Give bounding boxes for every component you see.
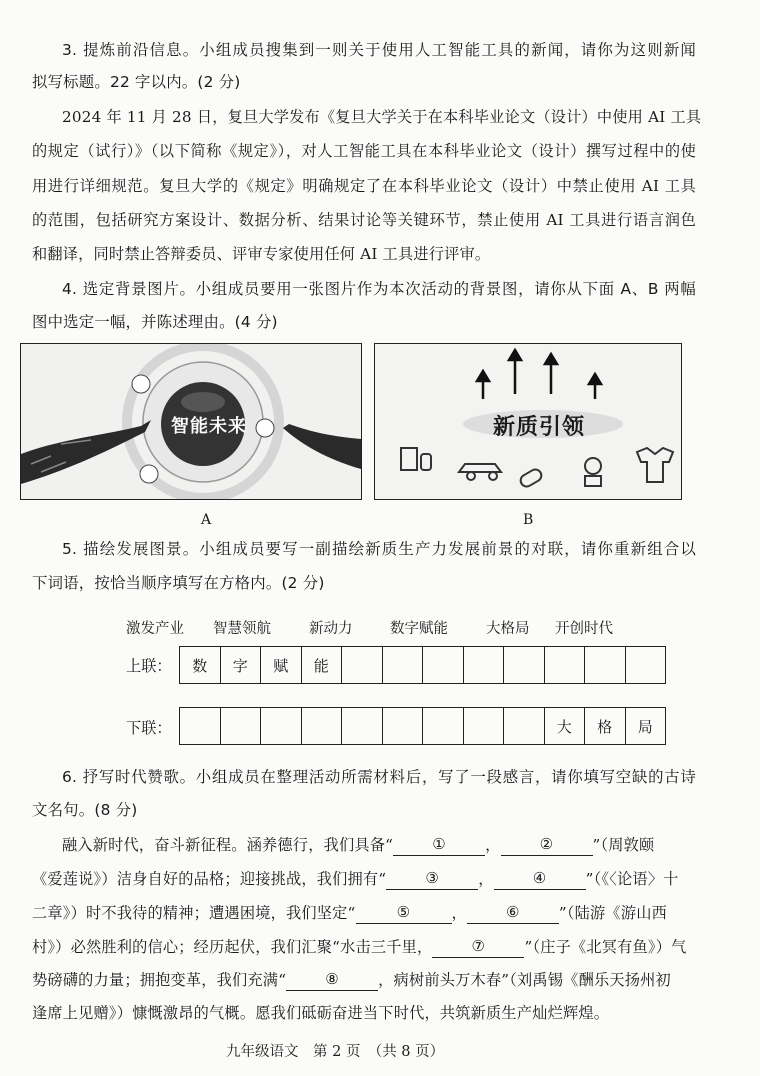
upper-cell-9[interactable]: [504, 647, 545, 683]
upper-cell-11[interactable]: [585, 647, 626, 683]
lower-cell-6[interactable]: [383, 708, 424, 744]
lower-couplet-grid: [179, 707, 666, 745]
image-a: [20, 343, 362, 500]
lower-cell-12[interactable]: 局: [637, 717, 653, 736]
upper-cell-4[interactable]: 能: [302, 647, 343, 683]
lower-cell-2[interactable]: [221, 708, 262, 744]
lower-cell-1[interactable]: [180, 708, 221, 744]
lower-cell-7[interactable]: [423, 708, 464, 744]
blank-5[interactable]: ⑤: [356, 903, 452, 924]
lower-cell-3[interactable]: [261, 708, 302, 744]
upper-cell-2[interactable]: 字: [221, 647, 262, 683]
q6-text: 融入新时代，奋斗新征程。涵养德行，我们具备“: [62, 836, 394, 854]
upper-cell-7[interactable]: [423, 647, 464, 683]
lower-cell-11[interactable]: 格: [585, 708, 626, 744]
page-footer: 九年级语文 第 2 页 （共 8 页）: [226, 1044, 445, 1060]
upper-cell-1[interactable]: 数: [180, 647, 221, 683]
upper-cell-6[interactable]: [383, 647, 424, 683]
q6-paragraph-line-5: 势磅礴的力量；拥抱变革，我们充满“ ⑧ ，病树前头万木春”（刘禹锡《酬乐天扬州初: [32, 970, 671, 989]
q3-news-line-2: 的规定（试行）》（以下简称《规定》），对人工智能工具在本科毕业论文（设计）撰写过程中的使: [32, 142, 696, 160]
lower-cell-5[interactable]: [342, 708, 383, 744]
upper-cell-5[interactable]: [342, 647, 383, 683]
q5-word-6: 开创时代: [555, 621, 613, 637]
blank-3[interactable]: ③: [386, 869, 478, 890]
upper-cell-12[interactable]: [626, 647, 666, 683]
lower-cell-8[interactable]: [464, 708, 505, 744]
blank-4[interactable]: ④: [494, 869, 586, 890]
upper-couplet-label: 上联：: [126, 657, 172, 675]
q5-word-4: 数字赋能: [390, 621, 448, 637]
image-b: [374, 343, 682, 500]
q3-news-line-3: 用进行详细规范。复旦大学的《规定》明确规定了在本科毕业论文（设计）中禁止使用 AI 工具: [32, 177, 696, 195]
q6-heading-line2: 文名句。(8 分): [32, 801, 138, 819]
q6-paragraph-line-3: 二章》）时不我待的精神；遭遇困境，我们坚定“ ⑤ ， ⑥ ”（陆游《游山西: [32, 903, 667, 922]
lower-cell-4[interactable]: [302, 708, 343, 744]
upper-couplet-grid: [179, 646, 666, 684]
lower-couplet-label: 下联：: [126, 719, 172, 737]
q6-heading-line1: 6. 抒写时代赞歌。小组成员在整理活动所需材料后，写了一段感言，请你填写空缺的古诗: [62, 768, 696, 786]
lower-cell-9[interactable]: [504, 708, 545, 744]
q6-paragraph-line-4: 村》）必然胜利的信心；经历起伏，我们汇聚“水击三千里， ⑦ ”（庄子《北冥有鱼》）气: [32, 937, 687, 956]
image-a-title: 智能未来: [171, 416, 247, 437]
q6-paragraph-line-1: 融入新时代，奋斗新征程。涵养德行，我们具备“ ① ， ② ”（周敦颐: [62, 835, 655, 854]
q5-heading-line2: 下词语，按恰当顺序填写在方格内。(2 分): [32, 574, 325, 592]
image-a-caption: A: [201, 512, 212, 528]
q3-news-line-5: 和翻译，同时禁止答辩委员、评审专家使用任何 AI 工具进行评审。: [32, 245, 491, 263]
q5-heading-line1: 5. 描绘发展图景。小组成员要写一副描绘新质生产力发展前景的对联，请你重新组合以: [62, 540, 696, 558]
q5-word-5: 大格局: [486, 621, 530, 637]
q3-news-line-1: 2024 年 11 月 28 日，复旦大学发布《复旦大学关于在本科毕业论文（设计）中使用 AI 工具: [62, 108, 702, 126]
q6-paragraph-line-2: 《爱莲说》）洁身自好的品格；迎接挑战，我们拥有“ ③ ， ④ ”（《〈论语〉十: [32, 869, 679, 888]
lower-cell-10[interactable]: 大: [545, 708, 586, 744]
q3-heading-line2: 拟写标题。22 字以内。(2 分): [32, 73, 241, 91]
q4-heading-line2: 图中选定一幅，并陈述理由。(4 分): [32, 313, 278, 331]
blank-1[interactable]: ①: [393, 835, 485, 856]
blank-2[interactable]: ②: [501, 835, 593, 856]
q4-heading-line1: 4. 选定背景图片。小组成员要用一张图片作为本次活动的背景图，请你从下面 A、B 两幅: [62, 280, 696, 298]
q3-news-line-4: 的范围，包括研究方案设计、数据分析、结果讨论等关键环节，禁止使用 AI 工具进行语言润色: [32, 211, 696, 229]
upper-cell-10[interactable]: [545, 647, 586, 683]
q5-word-3: 新动力: [309, 621, 353, 637]
q3-heading-line1: 3. 提炼前沿信息。小组成员搜集到一则关于使用人工智能工具的新闻，请你为这则新闻: [62, 41, 696, 59]
q5-word-1: 激发产业: [126, 621, 184, 637]
image-b-title: 新质引领: [493, 415, 586, 440]
image-b-caption: B: [523, 512, 534, 528]
upper-cell-3[interactable]: 赋: [261, 647, 302, 683]
upper-cell-8[interactable]: [464, 647, 505, 683]
blank-6[interactable]: ⑥: [467, 903, 559, 924]
blank-7[interactable]: ⑦: [432, 937, 524, 958]
q5-word-2: 智慧领航: [213, 621, 271, 637]
blank-8[interactable]: ⑧: [286, 970, 378, 991]
q6-paragraph-line-6: 逢席上见赠》）慷慨激昂的气概。愿我们砥砺奋进当下时代，共筑新质生产灿烂辉煌。: [32, 1004, 610, 1022]
